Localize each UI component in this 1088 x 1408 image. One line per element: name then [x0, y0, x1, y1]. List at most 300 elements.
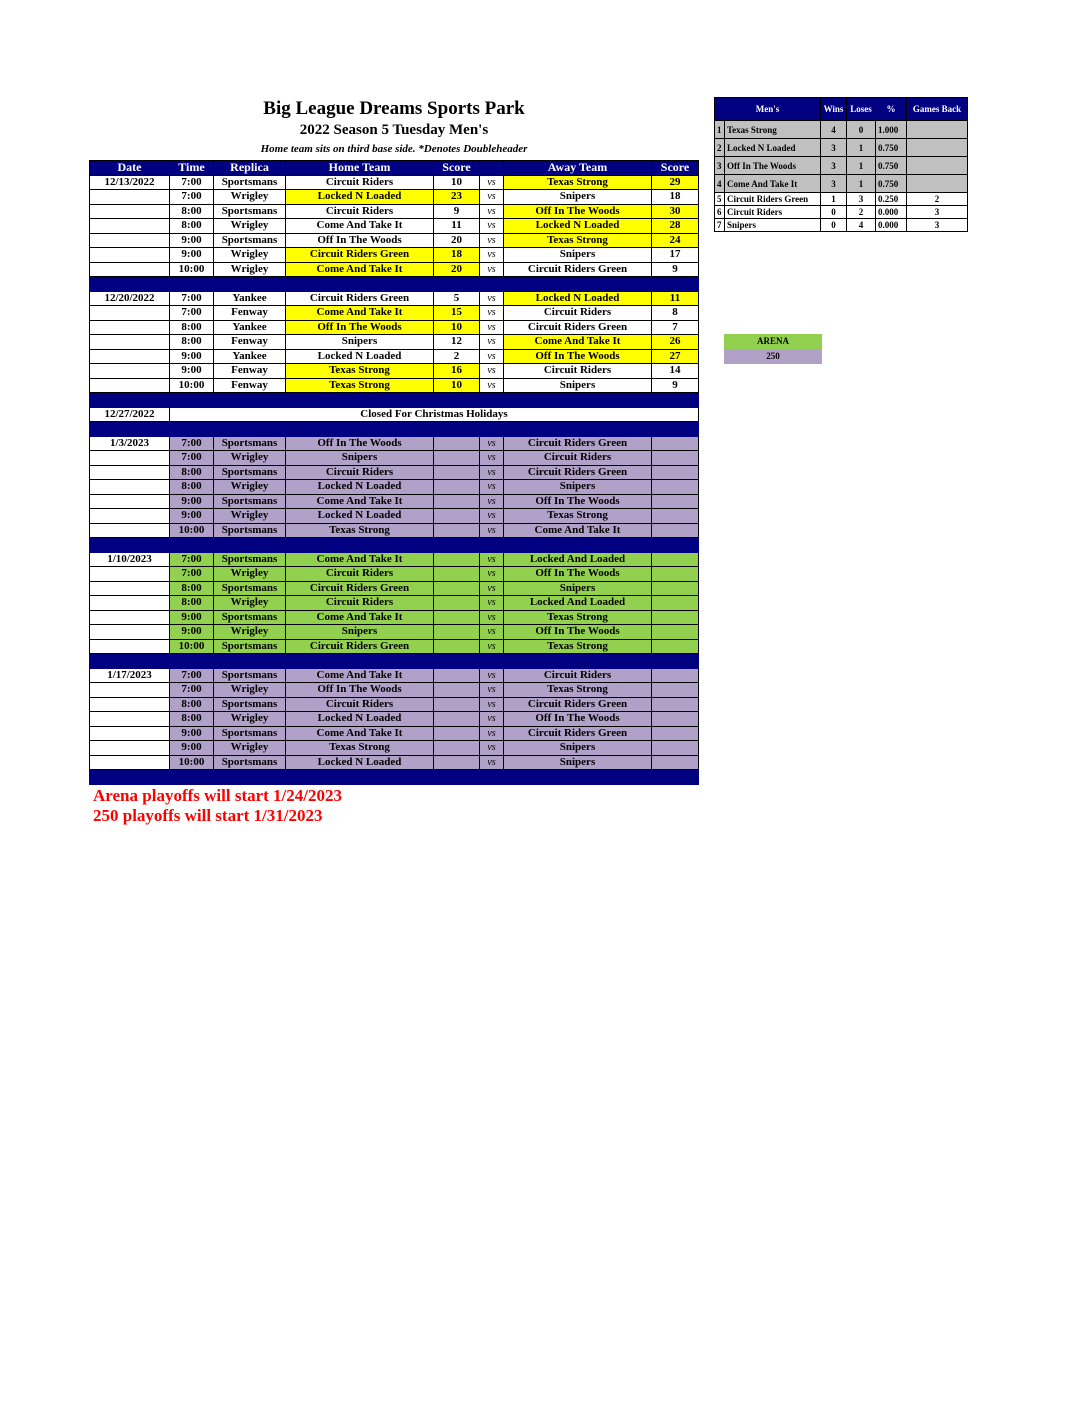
cell-home-team: Circuit Riders — [286, 567, 434, 582]
standings-col-pct: % — [876, 98, 907, 121]
cell-away-team: Circuit Riders Green — [504, 262, 652, 277]
cell-home-team: Locked N Loaded — [286, 755, 434, 770]
cell-home-team: Off In The Woods — [286, 436, 434, 451]
standings-team: Circuit Riders — [725, 206, 821, 219]
schedule-row — [90, 697, 699, 712]
standings-pct: 0.000 — [876, 219, 907, 232]
cell-replica: Sportsmans — [214, 175, 286, 190]
cell-time: 7:00 — [170, 175, 214, 190]
cell-home-score — [434, 755, 480, 770]
cell-home-team: Circuit Riders Green — [286, 581, 434, 596]
cell-time: 7:00 — [170, 552, 214, 567]
cell-away-score: 8 — [652, 306, 699, 321]
cell-away-score: 14 — [652, 364, 699, 379]
separator-row — [90, 538, 699, 553]
cell-replica: Wrigley — [214, 625, 286, 640]
cell-home-team: Circuit Riders Green — [286, 639, 434, 654]
separator-cell — [434, 538, 480, 553]
separator-cell — [90, 538, 170, 553]
cell-time: 7:00 — [170, 567, 214, 582]
legend-250: 250 — [724, 349, 822, 364]
standings-wins: 1 — [821, 193, 847, 206]
cell-replica: Sportsmans — [214, 494, 286, 509]
cell-time: 9:00 — [170, 248, 214, 263]
cell-date: 1/17/2023 — [90, 668, 170, 683]
separator-cell — [286, 770, 434, 785]
schedule-row — [90, 755, 699, 770]
standings-wins: 3 — [821, 175, 847, 193]
cell-home-team: Circuit Riders — [286, 697, 434, 712]
standings-team: Snipers — [725, 219, 821, 232]
cell-time: 10:00 — [170, 262, 214, 277]
cell-home-score: 10 — [434, 175, 480, 190]
standings-games-back — [907, 157, 968, 175]
cell-home-score — [434, 581, 480, 596]
cell-home-score — [434, 436, 480, 451]
cell-date — [90, 248, 170, 263]
cell-home-team: Texas Strong — [286, 378, 434, 393]
cell-away-score: 30 — [652, 204, 699, 219]
cell-time: 9:00 — [170, 349, 214, 364]
separator-cell — [286, 277, 434, 292]
cell-replica: Fenway — [214, 335, 286, 350]
cell-replica: Wrigley — [214, 683, 286, 698]
cell-home-team: Circuit Riders Green — [286, 291, 434, 306]
cell-date — [90, 697, 170, 712]
cell-home-score — [434, 639, 480, 654]
cell-vs: vs — [480, 349, 504, 364]
cell-home-team: Come And Take It — [286, 726, 434, 741]
standings-team: Locked N Loaded — [725, 139, 821, 157]
standings-rank: 7 — [715, 219, 725, 232]
cell-date — [90, 683, 170, 698]
cell-replica: Sportsmans — [214, 668, 286, 683]
schedule-row — [90, 349, 699, 364]
col-date: Date — [90, 161, 170, 176]
separator-cell — [434, 654, 480, 669]
cell-date — [90, 494, 170, 509]
cell-home-team: Texas Strong — [286, 364, 434, 379]
separator-row — [90, 277, 699, 292]
cell-date — [90, 480, 170, 495]
cell-date — [90, 741, 170, 756]
col-away-team: Away Team — [504, 161, 652, 176]
schedule-row — [90, 639, 699, 654]
separator-cell — [480, 770, 504, 785]
cell-time: 8:00 — [170, 335, 214, 350]
cell-away-score — [652, 741, 699, 756]
separator-cell — [170, 654, 214, 669]
cell-away-team: Off In The Woods — [504, 567, 652, 582]
standings-games-back — [907, 175, 968, 193]
cell-replica: Sportsmans — [214, 523, 286, 538]
cell-date: 12/13/2022 — [90, 175, 170, 190]
cell-home-score: 5 — [434, 291, 480, 306]
col-vs — [480, 161, 504, 176]
schedule-row — [90, 625, 699, 640]
cell-vs: vs — [480, 364, 504, 379]
cell-home-team: Come And Take It — [286, 262, 434, 277]
separator-cell — [170, 422, 214, 437]
cell-vs: vs — [480, 581, 504, 596]
separator-cell — [652, 654, 699, 669]
standings-team: Circuit Riders Green — [725, 193, 821, 206]
cell-away-team: Snipers — [504, 248, 652, 263]
cell-vs: vs — [480, 712, 504, 727]
schedule-row — [90, 364, 699, 379]
standings-row — [715, 219, 968, 232]
schedule-row — [90, 596, 699, 611]
cell-vs: vs — [480, 320, 504, 335]
cell-home-team: Come And Take It — [286, 610, 434, 625]
cell-home-team: Locked N Loaded — [286, 712, 434, 727]
cell-vs: vs — [480, 726, 504, 741]
separator-cell — [504, 538, 652, 553]
cell-time: 8:00 — [170, 581, 214, 596]
schedule-row — [90, 523, 699, 538]
cell-away-score — [652, 552, 699, 567]
schedule-row — [90, 335, 699, 350]
cell-home-team: Off In The Woods — [286, 320, 434, 335]
separator-cell — [434, 770, 480, 785]
cell-away-team: Snipers — [504, 741, 652, 756]
cell-away-team: Circuit Riders Green — [504, 465, 652, 480]
cell-replica: Sportsmans — [214, 697, 286, 712]
cell-home-score — [434, 712, 480, 727]
cell-away-score — [652, 625, 699, 640]
separator-cell — [504, 770, 652, 785]
separator-cell — [652, 770, 699, 785]
cell-date — [90, 306, 170, 321]
cell-home-team: Locked N Loaded — [286, 509, 434, 524]
cell-away-team: Texas Strong — [504, 233, 652, 248]
standings-loses: 1 — [847, 139, 876, 157]
cell-replica: Wrigley — [214, 451, 286, 466]
cell-away-team: Off In The Woods — [504, 204, 652, 219]
schedule-row — [90, 610, 699, 625]
cell-away-team: Locked N Loaded — [504, 291, 652, 306]
separator-cell — [504, 277, 652, 292]
cell-vs: vs — [480, 378, 504, 393]
cell-vs: vs — [480, 494, 504, 509]
separator-cell — [504, 422, 652, 437]
cell-time: 8:00 — [170, 465, 214, 480]
standings-rank: 3 — [715, 157, 725, 175]
cell-away-team: Circuit Riders Green — [504, 320, 652, 335]
cell-away-team: Circuit Riders Green — [504, 726, 652, 741]
cell-away-score — [652, 436, 699, 451]
standings-rank: 2 — [715, 139, 725, 157]
cell-replica: Wrigley — [214, 741, 286, 756]
standings-pct: 1.000 — [876, 121, 907, 139]
cell-away-score: 27 — [652, 349, 699, 364]
cell-replica: Sportsmans — [214, 639, 286, 654]
schedule-row — [90, 567, 699, 582]
separator-cell — [170, 277, 214, 292]
cell-away-team: Texas Strong — [504, 509, 652, 524]
schedule-row — [90, 726, 699, 741]
cell-replica: Sportsmans — [214, 465, 286, 480]
cell-vs: vs — [480, 291, 504, 306]
standings-wins: 3 — [821, 157, 847, 175]
schedule-row — [90, 219, 699, 234]
cell-away-score: 9 — [652, 378, 699, 393]
cell-time: 9:00 — [170, 494, 214, 509]
schedule-row — [90, 581, 699, 596]
col-away-score: Score — [652, 161, 699, 176]
separator-cell — [90, 770, 170, 785]
cell-time: 10:00 — [170, 523, 214, 538]
cell-date — [90, 262, 170, 277]
standings-loses: 1 — [847, 157, 876, 175]
separator-cell — [286, 538, 434, 553]
cell-vs: vs — [480, 697, 504, 712]
cell-vs: vs — [480, 451, 504, 466]
cell-time: 7:00 — [170, 190, 214, 205]
cell-away-team: Locked And Loaded — [504, 596, 652, 611]
cell-away-team: Off In The Woods — [504, 349, 652, 364]
cell-time: 10:00 — [170, 378, 214, 393]
cell-home-team: Circuit Riders — [286, 204, 434, 219]
separator-row — [90, 770, 699, 785]
cell-away-team: Circuit Riders — [504, 668, 652, 683]
cell-time: 9:00 — [170, 233, 214, 248]
cell-home-score — [434, 567, 480, 582]
standings-pct: 0.750 — [876, 139, 907, 157]
standings-team: Texas Strong — [725, 121, 821, 139]
schedule-row — [90, 233, 699, 248]
separator-cell — [652, 393, 699, 408]
page-subtitle: 2022 Season 5 Tuesday Men's — [299, 122, 489, 138]
cell-date — [90, 509, 170, 524]
cell-vs: vs — [480, 552, 504, 567]
standings-col-loses: Loses — [847, 98, 876, 121]
cell-home-score — [434, 451, 480, 466]
schedule-row-closed — [90, 407, 699, 422]
cell-replica: Wrigley — [214, 262, 286, 277]
schedule-row — [90, 204, 699, 219]
cell-vs: vs — [480, 625, 504, 640]
separator-cell — [214, 393, 286, 408]
cell-away-team: Circuit Riders — [504, 364, 652, 379]
schedule-row — [90, 320, 699, 335]
cell-time: 7:00 — [170, 451, 214, 466]
cell-time: 7:00 — [170, 306, 214, 321]
cell-date: 1/3/2023 — [90, 436, 170, 451]
separator-cell — [214, 654, 286, 669]
cell-away-score — [652, 494, 699, 509]
cell-vs: vs — [480, 668, 504, 683]
cell-home-score — [434, 494, 480, 509]
separator-cell — [434, 277, 480, 292]
cell-away-team: Come And Take It — [504, 335, 652, 350]
cell-replica: Wrigley — [214, 248, 286, 263]
cell-home-team: Come And Take It — [286, 306, 434, 321]
cell-vs: vs — [480, 465, 504, 480]
separator-cell — [504, 393, 652, 408]
standings-row — [715, 139, 968, 157]
cell-home-team: Locked N Loaded — [286, 480, 434, 495]
standings-table — [714, 97, 968, 232]
cell-vs: vs — [480, 219, 504, 234]
header-note: Home team sits on third base side. *Denotes Doubleheader — [260, 143, 528, 155]
cell-replica: Yankee — [214, 291, 286, 306]
cell-home-score — [434, 683, 480, 698]
cell-home-score — [434, 668, 480, 683]
cell-away-score: 11 — [652, 291, 699, 306]
cell-time: 8:00 — [170, 697, 214, 712]
cell-home-score — [434, 697, 480, 712]
cell-vs: vs — [480, 190, 504, 205]
cell-replica: Fenway — [214, 364, 286, 379]
cell-home-team: Come And Take It — [286, 494, 434, 509]
cell-date: 12/20/2022 — [90, 291, 170, 306]
cell-replica: Wrigley — [214, 480, 286, 495]
cell-replica: Sportsmans — [214, 436, 286, 451]
cell-replica: Sportsmans — [214, 755, 286, 770]
cell-home-team: Come And Take It — [286, 668, 434, 683]
legend-arena: ARENA — [724, 334, 822, 349]
cell-home-score: 11 — [434, 219, 480, 234]
cell-away-score — [652, 465, 699, 480]
standings-games-back: 2 — [907, 193, 968, 206]
standings-row — [715, 121, 968, 139]
schedule-table — [89, 160, 699, 785]
separator-cell — [170, 770, 214, 785]
cell-away-team: Circuit Riders Green — [504, 436, 652, 451]
cell-date — [90, 219, 170, 234]
separator-cell — [480, 393, 504, 408]
cell-home-team: Come And Take It — [286, 219, 434, 234]
cell-time: 9:00 — [170, 726, 214, 741]
cell-date — [90, 625, 170, 640]
standings-rank: 5 — [715, 193, 725, 206]
cell-vs: vs — [480, 610, 504, 625]
cell-away-score: 18 — [652, 190, 699, 205]
cell-home-score — [434, 480, 480, 495]
schedule-row — [90, 306, 699, 321]
standings-row — [715, 206, 968, 219]
schedule-row — [90, 668, 699, 683]
cell-away-team: Snipers — [504, 755, 652, 770]
cell-date — [90, 755, 170, 770]
cell-away-score — [652, 683, 699, 698]
cell-away-score — [652, 480, 699, 495]
cell-home-team: Off In The Woods — [286, 233, 434, 248]
cell-date — [90, 378, 170, 393]
cell-replica: Sportsmans — [214, 233, 286, 248]
cell-replica: Yankee — [214, 320, 286, 335]
cell-replica: Wrigley — [214, 712, 286, 727]
cell-time: 9:00 — [170, 610, 214, 625]
standings-row — [715, 157, 968, 175]
cell-home-team: Snipers — [286, 451, 434, 466]
cell-date — [90, 190, 170, 205]
cell-replica: Sportsmans — [214, 204, 286, 219]
cell-time: 9:00 — [170, 741, 214, 756]
standings-wins: 3 — [821, 139, 847, 157]
schedule-row — [90, 480, 699, 495]
cell-away-score: 9 — [652, 262, 699, 277]
separator-cell — [652, 538, 699, 553]
cell-home-score: 16 — [434, 364, 480, 379]
standings-row — [715, 175, 968, 193]
cell-home-score — [434, 465, 480, 480]
cell-date — [90, 320, 170, 335]
cell-away-team: Snipers — [504, 480, 652, 495]
cell-vs: vs — [480, 436, 504, 451]
standings-rank: 1 — [715, 121, 725, 139]
separator-cell — [90, 422, 170, 437]
standings-games-back — [907, 139, 968, 157]
cell-time: 9:00 — [170, 364, 214, 379]
standings-wins: 4 — [821, 121, 847, 139]
cell-home-team: Texas Strong — [286, 523, 434, 538]
cell-vs: vs — [480, 755, 504, 770]
cell-date — [90, 465, 170, 480]
standings-team: Come And Take It — [725, 175, 821, 193]
schedule-row — [90, 190, 699, 205]
cell-home-score — [434, 523, 480, 538]
cell-vs: vs — [480, 683, 504, 698]
cell-away-score: 7 — [652, 320, 699, 335]
cell-replica: Wrigley — [214, 190, 286, 205]
cell-home-score: 20 — [434, 262, 480, 277]
standings-loses: 1 — [847, 175, 876, 193]
cell-home-team: Off In The Woods — [286, 683, 434, 698]
cell-time: 8:00 — [170, 320, 214, 335]
cell-away-score — [652, 523, 699, 538]
cell-date — [90, 726, 170, 741]
standings-col-games-back: Games Back — [907, 98, 968, 121]
cell-home-score — [434, 610, 480, 625]
cell-home-score — [434, 726, 480, 741]
cell-away-team: Snipers — [504, 378, 652, 393]
standings-pct: 0.000 — [876, 206, 907, 219]
cell-replica: Wrigley — [214, 509, 286, 524]
cell-away-score: 24 — [652, 233, 699, 248]
standings-pct: 0.750 — [876, 157, 907, 175]
cell-home-score: 10 — [434, 378, 480, 393]
cell-time: 10:00 — [170, 639, 214, 654]
schedule-row — [90, 465, 699, 480]
separator-cell — [480, 277, 504, 292]
standings-pct: 0.750 — [876, 175, 907, 193]
separator-cell — [652, 277, 699, 292]
cell-replica: Wrigley — [214, 219, 286, 234]
cell-away-team: Off In The Woods — [504, 494, 652, 509]
separator-cell — [480, 654, 504, 669]
separator-cell — [434, 393, 480, 408]
col-replica: Replica — [214, 161, 286, 176]
cell-date — [90, 349, 170, 364]
cell-home-team: Locked N Loaded — [286, 190, 434, 205]
cell-date — [90, 335, 170, 350]
separator-cell — [214, 277, 286, 292]
cell-date — [90, 610, 170, 625]
schedule-row — [90, 436, 699, 451]
cell-home-score: 2 — [434, 349, 480, 364]
standings-games-back: 3 — [907, 206, 968, 219]
cell-home-score: 20 — [434, 233, 480, 248]
cell-time: 10:00 — [170, 755, 214, 770]
separator-cell — [504, 654, 652, 669]
separator-cell — [170, 393, 214, 408]
cell-away-team: Circuit Riders Green — [504, 697, 652, 712]
separator-cell — [90, 277, 170, 292]
cell-date — [90, 523, 170, 538]
cell-time: 7:00 — [170, 683, 214, 698]
